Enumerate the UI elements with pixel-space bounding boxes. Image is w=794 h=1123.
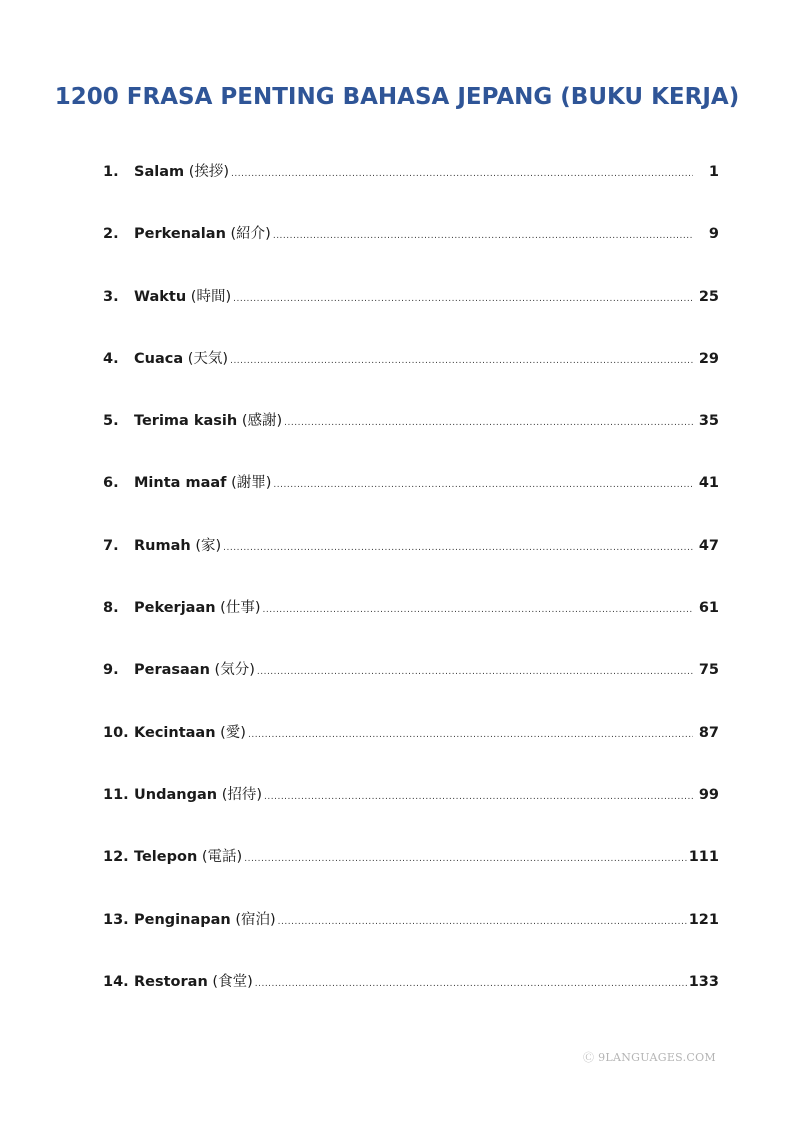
toc-entry-page: 75 (698, 662, 719, 679)
toc-entry-number: 13. (103, 911, 129, 928)
toc-entry-number: 6. (103, 475, 119, 492)
toc-entry-title: Salam (134, 164, 185, 180)
dot-leader (248, 730, 693, 740)
toc-entry-page: 87 (698, 724, 719, 741)
toc-entry-japanese: (謝罪) (231, 475, 272, 492)
toc-entry-3[interactable] (103, 285, 719, 347)
toc-entry-title: Restoran (134, 973, 208, 990)
toc-entry-label (134, 658, 255, 679)
toc-entry-label (134, 970, 253, 991)
toc-entry-title: Penginapan (134, 911, 231, 928)
dot-leader (223, 543, 693, 553)
toc-entry-title: Minta maaf (134, 475, 227, 492)
toc-entry-number: 8. (103, 600, 119, 617)
toc-entry-label (134, 409, 282, 430)
toc-entry-number: 10. (103, 724, 129, 741)
toc-entry-13[interactable] (103, 908, 719, 970)
toc-entry-title: Waktu (134, 288, 187, 305)
toc-entry-japanese: (時間) (190, 288, 232, 305)
toc-entry-number: 14. (103, 973, 129, 990)
toc-entry-page: 133 (688, 973, 719, 990)
toc-entry-12[interactable] (103, 845, 719, 907)
toc-entry-page: 1 (708, 164, 719, 180)
toc-entry-number: 5. (103, 413, 119, 430)
toc-entry-8[interactable] (103, 596, 719, 658)
dot-leader (230, 356, 693, 366)
toc-entry-label (134, 471, 271, 492)
toc-entry-japanese: (紹介) (230, 226, 271, 243)
toc-entry-page: 9 (708, 226, 719, 243)
toc-entry-title: Rumah (134, 537, 191, 554)
toc-entry-label (134, 347, 228, 368)
dot-leader (284, 418, 693, 428)
toc-entry-page: 99 (698, 786, 719, 803)
toc-entry-page: 61 (698, 600, 719, 617)
toc-entry-page: 121 (688, 911, 719, 928)
toc-entry-6[interactable] (103, 471, 719, 533)
toc-entry-title: Perasaan (134, 662, 210, 679)
toc-entry-page: 35 (698, 413, 719, 430)
page-title: 1200 FRASA PENTING BAHASA JEPANG (BUKU KERJA) (54, 84, 740, 110)
toc-entry-japanese: (食堂) (212, 973, 253, 990)
toc-entry-japanese: (感謝) (241, 413, 283, 430)
toc-entry-number: 11. (103, 786, 129, 803)
toc-entry-11[interactable] (103, 783, 719, 845)
toc-entry-japanese: (電話) (201, 849, 243, 866)
toc-entry-japanese: (家) (195, 537, 222, 554)
toc-entry-japanese: (招待) (221, 786, 263, 803)
toc-entry-label (134, 596, 261, 617)
toc-entry-title: Kecintaan (134, 724, 216, 741)
dot-leader (273, 231, 693, 241)
copyright-watermark: Ⓒ 9LANGUAGES.COM (583, 1051, 716, 1064)
toc-entry-label (134, 783, 262, 804)
toc-entry-label (134, 534, 221, 555)
dot-leader (255, 979, 687, 989)
toc-entry-label (134, 222, 271, 243)
toc-entry-4[interactable] (103, 347, 719, 409)
table-of-contents (103, 160, 719, 1032)
toc-entry-japanese: (天気) (187, 350, 229, 367)
dot-leader (273, 480, 693, 490)
toc-entry-title: Terima kasih (134, 413, 238, 430)
toc-entry-14[interactable] (103, 970, 719, 1032)
dot-leader (263, 605, 694, 615)
toc-entry-2[interactable] (103, 222, 719, 284)
toc-entry-label (134, 845, 242, 866)
toc-entry-page: 25 (698, 288, 719, 305)
toc-entry-label (134, 908, 276, 929)
dot-leader (278, 917, 687, 927)
toc-entry-7[interactable] (103, 534, 719, 596)
toc-entry-title: Cuaca (134, 350, 184, 367)
toc-entry-title: Perkenalan (134, 226, 226, 243)
toc-entry-title: Undangan (134, 786, 218, 803)
toc-entry-page: 29 (698, 350, 719, 367)
toc-entry-japanese: (宿泊) (235, 911, 276, 928)
dot-leader (257, 667, 693, 677)
toc-entry-1[interactable] (103, 160, 719, 222)
toc-entry-title: Pekerjaan (134, 600, 216, 617)
toc-entry-japanese: (挨拶) (188, 164, 230, 180)
toc-entry-9[interactable] (103, 658, 719, 720)
toc-entry-number: 4. (103, 350, 119, 367)
toc-entry-number: 7. (103, 537, 119, 554)
toc-entry-label (134, 285, 231, 306)
toc-entry-japanese: (愛) (220, 724, 246, 741)
toc-entry-japanese: (気分) (214, 662, 255, 679)
toc-entry-japanese: (仕事) (220, 600, 261, 617)
toc-entry-page: 111 (688, 849, 719, 866)
toc-entry-page: 41 (698, 475, 719, 492)
toc-entry-5[interactable] (103, 409, 719, 471)
toc-entry-number: 3. (103, 288, 119, 305)
toc-entry-number: 9. (103, 662, 119, 679)
dot-leader (264, 792, 693, 802)
toc-entry-number: 2. (103, 226, 119, 243)
toc-entry-page: 47 (698, 537, 719, 554)
dot-leader (231, 169, 693, 179)
dot-leader (244, 854, 687, 864)
toc-entry-10[interactable] (103, 721, 719, 783)
toc-entry-number: 1. (103, 164, 119, 180)
toc-entry-label (134, 160, 229, 181)
toc-entry-title: Telepon (134, 849, 198, 866)
toc-entry-number: 12. (103, 849, 129, 866)
toc-entry-label (134, 721, 246, 742)
dot-leader (233, 294, 693, 304)
